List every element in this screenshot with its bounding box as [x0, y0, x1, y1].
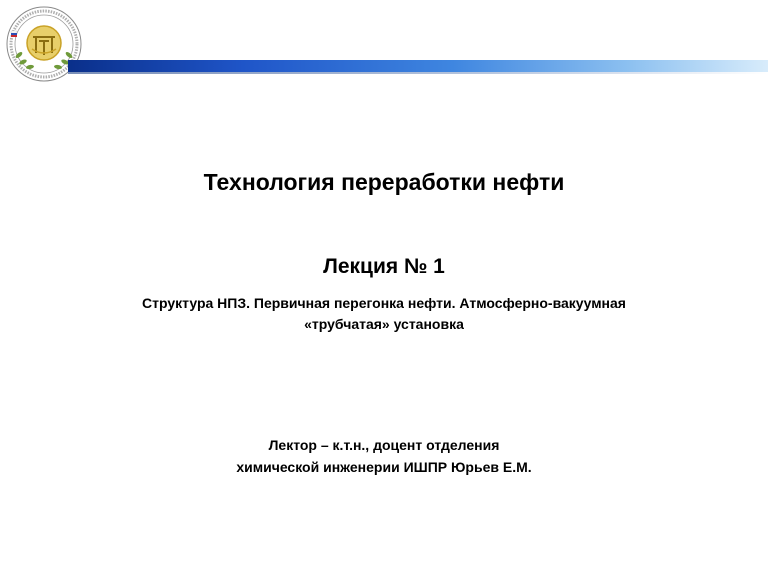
lecturer-line-2: химической инженерии ИШПР Юрьев Е.М. [236, 459, 532, 475]
lecture-subtitle [0, 293, 768, 335]
slide-title: Технология переработки нефти [203, 169, 565, 195]
subtitle-line-2: «трубчатая» установка [304, 316, 464, 332]
lecturer-info [0, 434, 768, 478]
lecture-number: Лекция № 1 [323, 255, 445, 278]
header-bar [68, 60, 768, 72]
lecturer-line-1: Лектор – к.т.н., доцент отделения [268, 437, 500, 453]
subtitle-line-1: Структура НПЗ. Первичная перегонка нефти. Атмосферно-вакуумная [142, 295, 626, 311]
header-bar-shadow [68, 72, 768, 74]
